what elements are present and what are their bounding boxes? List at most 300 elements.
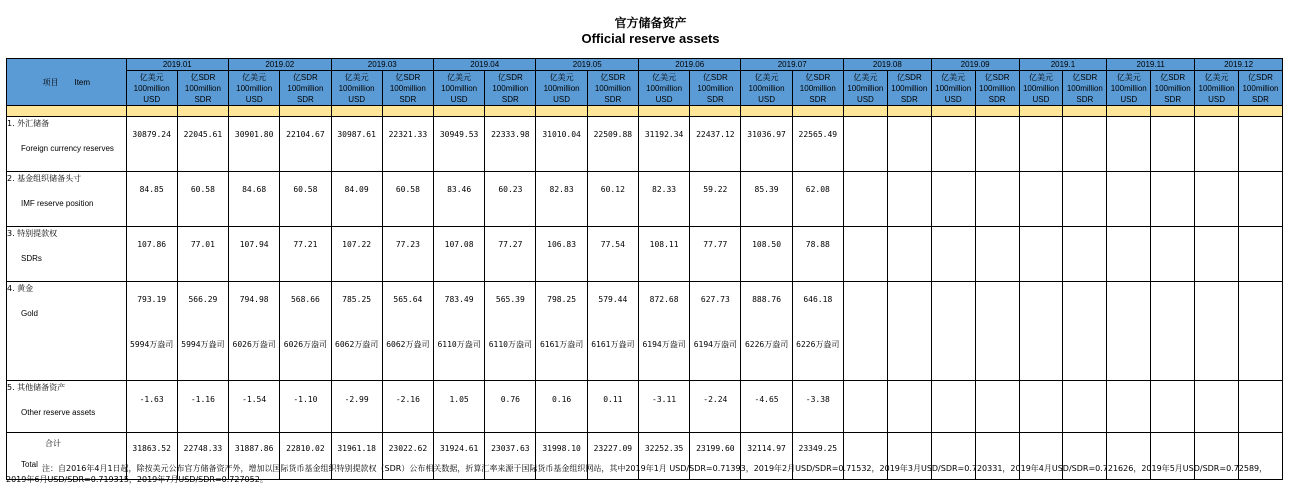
- separator-cell: [1019, 106, 1063, 117]
- value-cell: [587, 381, 638, 433]
- value: 31887.86: [234, 444, 274, 453]
- unit-text: 100million: [1066, 83, 1103, 93]
- value-cell: [931, 381, 975, 433]
- unit-text: 亿美元: [1116, 72, 1141, 82]
- value-cell: [741, 381, 792, 433]
- value: 31998.10: [542, 444, 581, 453]
- unit-text: USD: [944, 94, 962, 104]
- unit-text: 100million: [891, 83, 928, 93]
- value-cell: [975, 282, 1019, 381]
- value-cell: [382, 282, 433, 381]
- value-cell: [690, 227, 741, 282]
- separator-cell: [382, 106, 433, 117]
- value-cell: [434, 117, 485, 172]
- value: 107.08: [444, 240, 474, 249]
- value-cell: [741, 227, 792, 282]
- unit-text: 亿SDR: [984, 72, 1010, 82]
- value: 106.83: [547, 240, 577, 249]
- unit-sdr-header: [887, 71, 931, 106]
- value: 22333.98: [491, 130, 530, 139]
- unit-text: SDR: [1164, 94, 1182, 104]
- value-cell: [1239, 282, 1283, 381]
- unit-text: 亿美元: [242, 72, 267, 82]
- value-cell: [1019, 282, 1063, 381]
- unit-text: SDR: [988, 94, 1006, 104]
- row-label-en: IMF reserve position: [21, 199, 94, 208]
- row-label-en: Total: [21, 460, 38, 469]
- value-cell: [434, 282, 485, 381]
- month-header: 2019.12: [1195, 59, 1283, 71]
- value: 30901.80: [234, 130, 274, 139]
- unit-text: SDR: [604, 94, 622, 104]
- unit-text: SDR: [809, 94, 827, 104]
- value-cell: [741, 117, 792, 172]
- value-cell: [792, 381, 843, 433]
- value: 32252.35: [644, 444, 684, 453]
- unit-text: USD: [1032, 94, 1050, 104]
- value: 85.39: [754, 185, 779, 194]
- value-cell: [1195, 172, 1239, 227]
- value-cell: [536, 282, 587, 381]
- value: 0.16: [551, 395, 572, 404]
- value: 82.33: [652, 185, 677, 194]
- value: 77.54: [600, 240, 625, 249]
- gold-ounces: 6194万盎司: [642, 340, 686, 349]
- gold-ounces: 6026万盎司: [283, 340, 328, 349]
- value-cell: [382, 172, 433, 227]
- month-header: 2019.01: [126, 59, 228, 71]
- gold-ounces: 6110万盎司: [437, 340, 481, 349]
- value: 77.01: [190, 240, 215, 249]
- unit-usd-header: [1107, 71, 1151, 106]
- value-cell: [1019, 172, 1063, 227]
- value-cell: [1107, 117, 1151, 172]
- value: 22509.88: [593, 130, 633, 139]
- value-cell: [638, 172, 689, 227]
- unit-text: 100million: [935, 83, 972, 93]
- value: 793.19: [137, 295, 167, 304]
- unit-text: USD: [1120, 94, 1138, 104]
- value-cell: [690, 282, 741, 381]
- value-cell: [887, 117, 931, 172]
- value: 77.27: [498, 240, 523, 249]
- separator-cell: [485, 106, 536, 117]
- separator-cell: [931, 106, 975, 117]
- unit-text: 亿SDR: [600, 72, 626, 82]
- month-header: 2019.07: [741, 59, 843, 71]
- page-title-en: Official reserve assets: [581, 31, 720, 46]
- value-cell: [1107, 172, 1151, 227]
- value-cell: [126, 172, 177, 227]
- value: -2.24: [703, 395, 728, 404]
- unit-text: SDR: [1076, 94, 1094, 104]
- value: 22748.33: [183, 444, 223, 453]
- gold-ounces: 6194万盎司: [693, 340, 737, 349]
- unit-usd-header: [931, 71, 975, 106]
- value: -2.99: [344, 395, 369, 404]
- unit-sdr-header: [1151, 71, 1195, 106]
- value-cell: [177, 381, 228, 433]
- gold-ounces: 5994万盎司: [181, 340, 225, 349]
- separator-cell: [741, 106, 792, 117]
- unit-sdr-header: [1239, 71, 1283, 106]
- row-label-en: SDRs: [21, 254, 42, 263]
- value: 23037.63: [491, 444, 530, 453]
- value: 31036.97: [747, 130, 786, 139]
- value-cell: [975, 117, 1019, 172]
- separator-cell: [126, 106, 177, 117]
- month-header: 2019.09: [931, 59, 1019, 71]
- value-cell: [331, 381, 382, 433]
- row-label-en: Other reserve assets: [21, 408, 96, 417]
- separator-cell: [1063, 106, 1107, 117]
- value: 794.98: [239, 295, 269, 304]
- value-cell: [975, 172, 1019, 227]
- value-cell: [638, 381, 689, 433]
- value-cell: [1019, 381, 1063, 433]
- value: -4.65: [754, 395, 779, 404]
- value-cell: [1019, 227, 1063, 282]
- value-cell: [843, 117, 887, 172]
- value-cell: [638, 227, 689, 282]
- value: 59.22: [703, 185, 728, 194]
- value-cell: [1063, 381, 1107, 433]
- value: 84.68: [242, 185, 267, 194]
- value-cell: [1239, 117, 1283, 172]
- row-label-zh: 合计: [45, 439, 61, 448]
- unit-text: 100million: [1198, 83, 1235, 93]
- unit-text: 亿美元: [549, 72, 574, 82]
- value-cell: [975, 227, 1019, 282]
- value-cell: [1195, 227, 1239, 282]
- value: 108.11: [649, 240, 679, 249]
- unit-text: SDR: [1252, 94, 1269, 104]
- page-title-zh: 官方储备资产: [614, 16, 687, 30]
- separator-cell: [587, 106, 638, 117]
- value-cell: [792, 227, 843, 282]
- value: 566.29: [188, 295, 218, 304]
- value-cell: [1063, 117, 1107, 172]
- value-cell: [843, 172, 887, 227]
- unit-text: 100million: [184, 83, 221, 93]
- value: 31924.61: [439, 444, 479, 453]
- value-cell: [1151, 117, 1195, 172]
- gold-ounces: 6110万盎司: [488, 340, 532, 349]
- value-cell: [229, 117, 280, 172]
- item-header: 项目 Item: [7, 59, 127, 106]
- unit-text: 100million: [799, 83, 836, 93]
- row-label-zh: 4. 黄金: [7, 284, 34, 293]
- unit-text: 亿SDR: [702, 72, 728, 82]
- value-cell: [1107, 381, 1151, 433]
- value: 108.50: [752, 240, 782, 249]
- value-cell: [843, 227, 887, 282]
- value-cell: [126, 227, 177, 282]
- value-cell: [1151, 381, 1195, 433]
- value-cell: [126, 282, 177, 381]
- unit-usd-header: [536, 71, 587, 106]
- unit-text: USD: [758, 94, 776, 104]
- separator-cell: [975, 106, 1019, 117]
- value-cell: [887, 172, 931, 227]
- value-cell: [177, 117, 228, 172]
- value: 23199.60: [696, 444, 735, 453]
- separator-cell: [536, 106, 587, 117]
- unit-sdr-header: [280, 71, 331, 106]
- value: 60.58: [395, 185, 420, 194]
- unit-text: 100million: [979, 83, 1016, 93]
- month-header: 2019.1: [1019, 59, 1107, 71]
- unit-text: 亿SDR: [805, 72, 831, 82]
- value-cell: [1107, 227, 1151, 282]
- value-cell: [280, 172, 331, 227]
- value: 60.12: [600, 185, 625, 194]
- value-cell: [638, 282, 689, 381]
- unit-text: SDR: [399, 94, 417, 104]
- unit-text: 100million: [236, 83, 273, 93]
- gold-ounces: 5994万盎司: [130, 340, 174, 349]
- separator-cell: [1151, 106, 1195, 117]
- value-cell: [931, 282, 975, 381]
- unit-usd-header: [638, 71, 689, 106]
- month-header: 2019.06: [638, 59, 740, 71]
- value: 83.46: [447, 185, 472, 194]
- value-cell: [1151, 227, 1195, 282]
- value-cell: [434, 381, 485, 433]
- value-cell: [280, 117, 331, 172]
- value-cell: [485, 227, 536, 282]
- row-other: [7, 381, 1283, 433]
- unit-usd-header: [1195, 71, 1239, 106]
- value: 60.58: [190, 185, 215, 194]
- value: 31961.18: [337, 444, 376, 453]
- value-cell: [177, 172, 228, 227]
- value-cell: [536, 117, 587, 172]
- value: 107.22: [342, 240, 372, 249]
- month-header: 2019.08: [843, 59, 931, 71]
- value-cell: [741, 172, 792, 227]
- value-cell: [434, 227, 485, 282]
- value-cell: [843, 381, 887, 433]
- unit-text: 100million: [338, 83, 375, 93]
- gold-ounces: 6062万盎司: [335, 340, 379, 349]
- value-cell: [434, 172, 485, 227]
- value-cell: [331, 227, 382, 282]
- value-cell: [331, 282, 382, 381]
- value: 31863.52: [132, 444, 171, 453]
- value-cell: [485, 282, 536, 381]
- unit-text: 100million: [441, 83, 478, 93]
- value: 82.83: [549, 185, 574, 194]
- unit-text: 亿SDR: [292, 72, 318, 82]
- value-cell: [690, 117, 741, 172]
- separator-cell: [229, 106, 280, 117]
- unit-sdr-header: [485, 71, 536, 106]
- unit-usd-header: [331, 71, 382, 106]
- value: 60.58: [293, 185, 318, 194]
- value-cell: [1195, 117, 1239, 172]
- value: 22810.02: [286, 444, 325, 453]
- unit-text: 亿SDR: [1072, 72, 1098, 82]
- value: 23022.62: [388, 444, 428, 453]
- value-cell: [280, 282, 331, 381]
- value-cell: [887, 227, 931, 282]
- value-cell: [382, 227, 433, 282]
- unit-text: USD: [856, 94, 874, 104]
- value: 77.21: [293, 240, 318, 249]
- unit-text: 100million: [492, 83, 529, 93]
- value-cell: [331, 172, 382, 227]
- unit-text: USD: [553, 94, 571, 104]
- value: 78.88: [805, 240, 830, 249]
- gold-ounces: 6026万盎司: [232, 340, 276, 349]
- value: 31010.04: [542, 130, 581, 139]
- value: 888.76: [752, 295, 782, 304]
- separator-cell: [7, 106, 127, 117]
- value-cell: [887, 282, 931, 381]
- value-cell: [1151, 282, 1195, 381]
- value: 30879.24: [132, 130, 171, 139]
- separator-cell: [280, 106, 331, 117]
- gold-ounces: 6161万盎司: [591, 340, 635, 349]
- value-cell: [126, 117, 177, 172]
- value-cell: [382, 117, 433, 172]
- separator-cell: [434, 106, 485, 117]
- value-cell: [1063, 172, 1107, 227]
- unit-text: 100million: [287, 83, 324, 93]
- row-label-en: Gold: [21, 309, 38, 318]
- value: 785.25: [342, 295, 372, 304]
- value: 77.23: [395, 240, 420, 249]
- unit-text: 亿SDR: [896, 72, 922, 82]
- separator-cell: [638, 106, 689, 117]
- value-cell: [382, 381, 433, 433]
- unit-sdr-header: [177, 71, 228, 106]
- separator-cell: [1195, 106, 1239, 117]
- row-gold: [7, 282, 1283, 381]
- unit-text: SDR: [706, 94, 724, 104]
- value-cell: [536, 227, 587, 282]
- value: 22321.33: [388, 130, 428, 139]
- value-cell: [485, 381, 536, 433]
- reserve-table: [6, 58, 1283, 480]
- value-cell: [587, 172, 638, 227]
- unit-text: 100million: [697, 83, 734, 93]
- value: -2.16: [395, 395, 420, 404]
- value-cell: [931, 117, 975, 172]
- unit-text: 亿美元: [139, 72, 164, 82]
- value-cell: [931, 172, 975, 227]
- unit-text: USD: [450, 94, 468, 104]
- unit-text: 亿美元: [853, 72, 878, 82]
- unit-text: 100million: [1154, 83, 1191, 93]
- unit-sdr-header: [690, 71, 741, 106]
- unit-text: SDR: [296, 94, 314, 104]
- row-imf: [7, 172, 1283, 227]
- month-header: 2019.04: [434, 59, 536, 71]
- unit-text: 亿美元: [447, 72, 472, 82]
- month-header: 2019.03: [331, 59, 433, 71]
- month-header: 2019.11: [1107, 59, 1195, 71]
- value: 23227.09: [593, 444, 633, 453]
- row-fx: [7, 117, 1283, 172]
- value: 62.08: [805, 185, 830, 194]
- separator-cell: [843, 106, 887, 117]
- value-cell: [792, 117, 843, 172]
- value: 30949.53: [439, 130, 479, 139]
- value-cell: [1195, 282, 1239, 381]
- value: -1.10: [293, 395, 318, 404]
- value: 627.73: [700, 295, 730, 304]
- value: 22437.12: [696, 130, 735, 139]
- unit-text: 亿SDR: [1248, 72, 1273, 82]
- month-header: 2019.05: [536, 59, 638, 71]
- value-cell: [229, 282, 280, 381]
- unit-text: 亿SDR: [497, 72, 523, 82]
- value: 31192.34: [644, 130, 684, 139]
- unit-text: 亿美元: [1204, 72, 1229, 82]
- value: 646.18: [803, 295, 833, 304]
- value-cell: [1107, 282, 1151, 381]
- unit-text: 100million: [1110, 83, 1147, 93]
- value: 568.66: [290, 295, 320, 304]
- row-label: [7, 172, 127, 227]
- unit-text: USD: [348, 94, 366, 104]
- row-label: [7, 381, 127, 433]
- unit-sdr-header: [587, 71, 638, 106]
- value: 0.76: [500, 395, 520, 404]
- value: -1.63: [139, 395, 164, 404]
- value: 565.39: [495, 295, 525, 304]
- value-cell: [587, 282, 638, 381]
- row-label-zh: 3. 特别提款权: [7, 229, 58, 238]
- value: -1.54: [242, 395, 267, 404]
- unit-text: 亿SDR: [190, 72, 216, 82]
- value: 30987.61: [337, 130, 376, 139]
- value-cell: [975, 381, 1019, 433]
- separator-cell: [1239, 106, 1283, 117]
- value-cell: [280, 227, 331, 282]
- value: 579.44: [598, 295, 628, 304]
- value: 32114.97: [747, 444, 786, 453]
- unit-text: USD: [143, 94, 161, 104]
- unit-text: 亿美元: [344, 72, 369, 82]
- unit-text: 亿SDR: [1160, 72, 1186, 82]
- value-cell: [792, 172, 843, 227]
- value: -3.11: [652, 395, 677, 404]
- value-cell: [1239, 381, 1283, 433]
- value: -3.38: [805, 395, 830, 404]
- value: 783.49: [444, 295, 474, 304]
- row-label-zh: 5. 其他储备资产: [7, 383, 66, 392]
- month-header: 2019.02: [229, 59, 331, 71]
- unit-sdr-header: [382, 71, 433, 106]
- unit-text: 100million: [594, 83, 631, 93]
- value-cell: [741, 282, 792, 381]
- value-cell: [280, 381, 331, 433]
- row-label: [7, 282, 127, 381]
- separator-cell: [331, 106, 382, 117]
- value: -1.16: [190, 395, 215, 404]
- unit-text: 100million: [646, 83, 683, 93]
- value: 22565.49: [798, 130, 838, 139]
- value: 84.09: [344, 185, 369, 194]
- unit-text: 亿美元: [754, 72, 779, 82]
- gold-ounces: 6226万盎司: [796, 340, 840, 349]
- unit-text: SDR: [900, 94, 918, 104]
- value-cell: [126, 381, 177, 433]
- value: 0.11: [603, 395, 623, 404]
